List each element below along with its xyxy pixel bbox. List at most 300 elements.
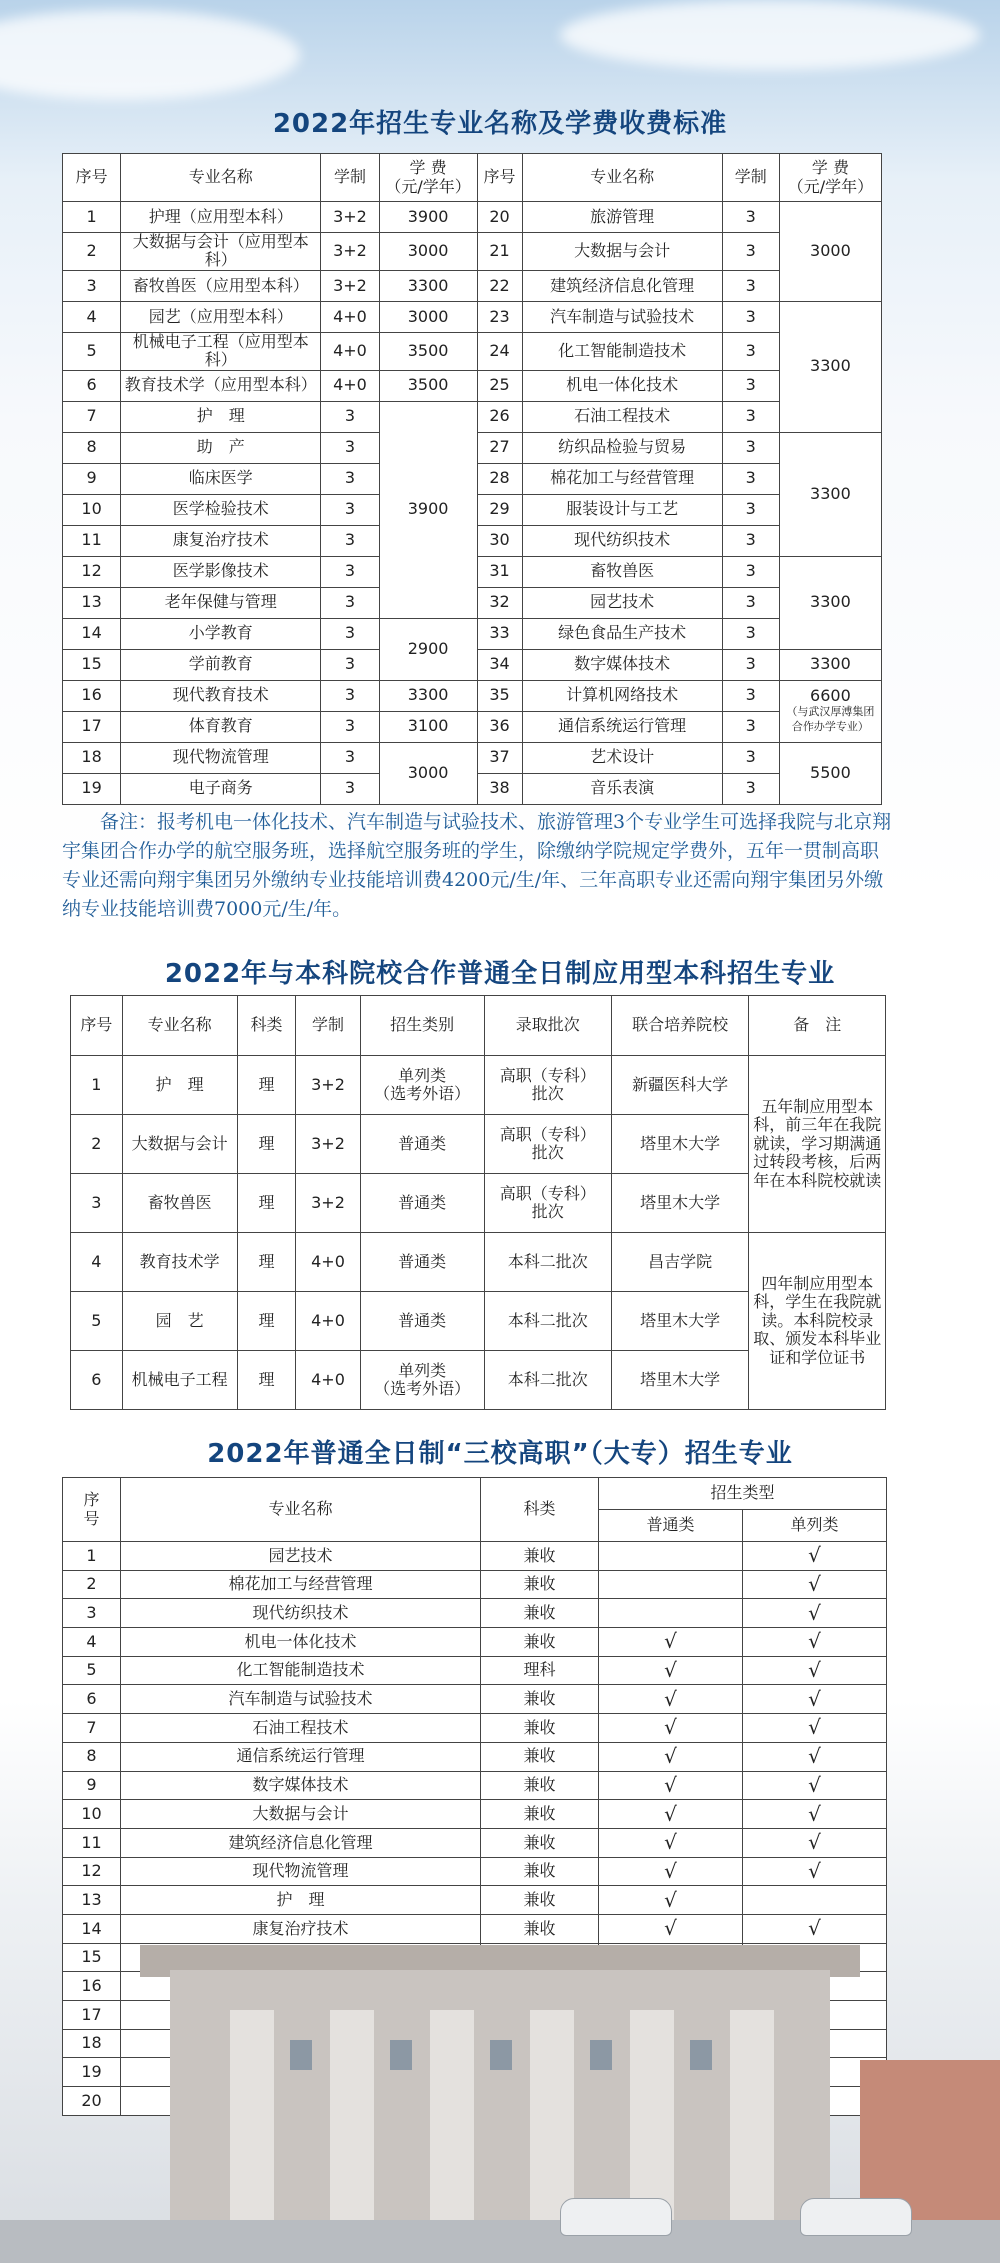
duration-cell: 3 <box>321 587 379 618</box>
seq-cell: 18 <box>63 742 121 773</box>
seq-cell: 16 <box>63 680 121 711</box>
table-row <box>63 618 882 649</box>
seq-cell: 24 <box>477 332 522 370</box>
duration-cell: 3+2 <box>296 1174 360 1233</box>
duration-cell: 3 <box>722 711 779 742</box>
single-check-mark: √ <box>743 1714 887 1743</box>
fee-cell: 3900 <box>379 401 477 618</box>
batch-cell: 高职（专科） 批次 <box>484 1174 611 1233</box>
major-cell: 通信系统运行管理 <box>522 711 722 742</box>
major-cell: 康复治疗技术 <box>121 1914 481 1943</box>
col-major: 专业名称 <box>121 1478 481 1542</box>
table-row <box>63 1570 887 1599</box>
col-category: 科类 <box>481 1478 599 1542</box>
major-cell: 石油工程技术 <box>522 401 722 432</box>
duration-cell: 3 <box>321 773 379 804</box>
col-enroll-type: 招生类型 <box>599 1478 887 1510</box>
duration-cell: 3+2 <box>296 1115 360 1174</box>
coop-col-header: 备 注 <box>749 996 886 1056</box>
duration-cell: 3 <box>321 680 379 711</box>
major-cell: 石油工程技术 <box>121 1714 481 1743</box>
duration-cell: 3 <box>722 432 779 463</box>
col-seq: 序号 <box>63 154 121 202</box>
category-cell: 兼收 <box>481 1914 599 1943</box>
duration-cell: 3 <box>722 401 779 432</box>
general-check-mark: √ <box>599 1886 743 1915</box>
fee-cell: 3300 <box>779 432 881 556</box>
seq-cell: 37 <box>477 742 522 773</box>
major-cell: 艺术设计 <box>522 742 722 773</box>
table-row <box>63 301 882 332</box>
duration-cell: 3 <box>722 525 779 556</box>
hv-table-title: 2022年普通全日制“三校高职”（大专）招生专业 <box>207 1439 793 1469</box>
single-check-mark: √ <box>743 1828 887 1857</box>
duration-cell: 3 <box>722 494 779 525</box>
seq-cell: 31 <box>477 556 522 587</box>
partner-school-cell: 塔里木大学 <box>611 1115 749 1174</box>
seq-cell: 27 <box>477 432 522 463</box>
table-row <box>63 1828 887 1857</box>
major-cell: 医学影像技术 <box>121 556 321 587</box>
major-cell: 现代纺织技术 <box>121 1599 481 1628</box>
seq-cell: 19 <box>63 2058 121 2087</box>
seq-cell: 36 <box>477 711 522 742</box>
major-cell: 老年保健与管理 <box>121 587 321 618</box>
major-cell: 助 产 <box>121 432 321 463</box>
seq-cell: 1 <box>63 1542 121 1571</box>
major-cell: 现代教育技术 <box>121 680 321 711</box>
major-cell: 机械电子工程（应用型本科） <box>121 332 321 370</box>
duration-cell: 3 <box>321 649 379 680</box>
general-check-mark: √ <box>599 1656 743 1685</box>
building-window <box>690 2040 712 2070</box>
seq-cell: 14 <box>63 618 121 649</box>
seq-cell: 20 <box>477 202 522 233</box>
table-row <box>63 1857 887 1886</box>
duration-cell: 4+0 <box>321 332 379 370</box>
major-cell: 通信系统运行管理 <box>121 1742 481 1771</box>
duration-cell: 4+0 <box>296 1292 360 1351</box>
coop-col-header: 学制 <box>296 996 360 1056</box>
category-cell: 理 <box>237 1292 296 1351</box>
category-cell: 兼收 <box>481 1685 599 1714</box>
seq-cell: 38 <box>477 773 522 804</box>
general-check-mark: √ <box>599 1800 743 1829</box>
fee-note: 备注：报考机电一体化技术、汽车制造与试验技术、旅游管理3个专业学生可选择我院与北京翔宇集团合作办学的航空服务班，选择航空服务班的学生，除缴纳学院规定学费外，五年一贯制高职专业还需向翔宇集团另外缴纳专业技能培训费4200元/生/年、三年高职专业还需向翔宇集团另外缴纳专业技能培训费7000元/生/年。 <box>62 811 892 920</box>
major-cell: 机电一体化技术 <box>121 1628 481 1657</box>
table-row <box>71 1056 886 1115</box>
major-cell: 大数据与会计（应用型本科） <box>121 233 321 271</box>
major-cell: 计算机网络技术 <box>522 680 722 711</box>
seq-cell: 13 <box>63 1886 121 1915</box>
major-cell: 数字媒体技术 <box>522 649 722 680</box>
category-cell: 兼收 <box>481 1857 599 1886</box>
table-row <box>63 1742 887 1771</box>
seq-cell: 26 <box>477 401 522 432</box>
seq-cell: 11 <box>63 1828 121 1857</box>
fee-cell: 3000 <box>779 202 881 302</box>
seq-cell: 4 <box>63 301 121 332</box>
category-cell: 兼收 <box>481 1771 599 1800</box>
major-cell: 园 艺 <box>122 1292 237 1351</box>
duration-cell: 3 <box>722 370 779 401</box>
remark-cell: 四年制应用型本科，学生在我院就读。本科院校录取、颁发本科毕业证和学位证书 <box>749 1233 886 1410</box>
major-cell: 汽车制造与试验技术 <box>121 1685 481 1714</box>
duration-cell: 3+2 <box>296 1056 360 1115</box>
col-seq: 序号 <box>477 154 522 202</box>
table-row <box>63 1542 887 1571</box>
single-check-mark: √ <box>743 1542 887 1571</box>
table-row <box>63 1886 887 1915</box>
seq-cell: 11 <box>63 525 121 556</box>
coop-col-header: 联合培养院校 <box>611 996 749 1056</box>
seq-cell: 30 <box>477 525 522 556</box>
major-cell: 学前教育 <box>121 649 321 680</box>
table-row <box>63 1656 887 1685</box>
enroll-type-cell: 普通类 <box>360 1174 484 1233</box>
col-major: 专业名称 <box>522 154 722 202</box>
seq-cell: 15 <box>63 649 121 680</box>
seq-cell: 1 <box>71 1056 123 1115</box>
general-check-mark: √ <box>599 1828 743 1857</box>
seq-cell: 25 <box>477 370 522 401</box>
seq-cell: 3 <box>71 1174 123 1233</box>
major-cell: 临床医学 <box>121 463 321 494</box>
category-cell: 兼收 <box>481 1714 599 1743</box>
major-cell: 护 理 <box>122 1056 237 1115</box>
fee-cell: 3300 <box>379 270 477 301</box>
seq-cell: 5 <box>71 1292 123 1351</box>
duration-cell: 3 <box>722 270 779 301</box>
duration-cell: 4+0 <box>321 301 379 332</box>
duration-cell: 3 <box>321 432 379 463</box>
major-cell: 护 理 <box>121 1886 481 1915</box>
seq-cell: 12 <box>63 1857 121 1886</box>
major-cell: 绿色食品生产技术 <box>522 618 722 649</box>
col-duration: 学制 <box>722 154 779 202</box>
seq-cell: 15 <box>63 1943 121 1972</box>
category-cell: 理 <box>237 1056 296 1115</box>
major-cell: 数字媒体技术 <box>121 1771 481 1800</box>
major-cell: 机电一体化技术 <box>522 370 722 401</box>
single-check-mark: √ <box>743 1656 887 1685</box>
duration-cell: 3 <box>722 202 779 233</box>
single-check-mark: √ <box>743 1570 887 1599</box>
seq-cell: 2 <box>63 1570 121 1599</box>
major-cell: 化工智能制造技术 <box>121 1656 481 1685</box>
major-cell: 化工智能制造技术 <box>522 332 722 370</box>
duration-cell: 3 <box>722 301 779 332</box>
category-cell: 兼收 <box>481 1886 599 1915</box>
seq-cell: 35 <box>477 680 522 711</box>
single-check-mark: √ <box>743 1800 887 1829</box>
major-cell: 园艺技术 <box>522 587 722 618</box>
table-row <box>63 711 882 742</box>
duration-cell: 3 <box>722 587 779 618</box>
category-cell: 兼收 <box>481 1599 599 1628</box>
duration-cell: 3 <box>722 773 779 804</box>
major-cell: 大数据与会计 <box>522 233 722 271</box>
duration-cell: 3 <box>722 233 779 271</box>
fee-cell: 5500 <box>779 742 881 804</box>
general-cell <box>599 1542 743 1571</box>
fee-cell: 3000 <box>379 301 477 332</box>
general-check-mark: √ <box>599 1742 743 1771</box>
fee-cell: 3000 <box>379 233 477 271</box>
duration-cell: 3 <box>321 618 379 649</box>
general-check-mark: √ <box>599 1914 743 1943</box>
major-cell: 小学教育 <box>121 618 321 649</box>
single-check-mark: √ <box>743 1857 887 1886</box>
single-check-mark: √ <box>743 1742 887 1771</box>
fee-cell: 3900 <box>379 202 477 233</box>
batch-cell: 本科二批次 <box>484 1233 611 1292</box>
major-cell: 现代物流管理 <box>121 1857 481 1886</box>
fee-cell: 3500 <box>379 370 477 401</box>
seq-cell: 12 <box>63 556 121 587</box>
seq-cell: 6 <box>63 370 121 401</box>
col-fee: 学 费 （元/学年） <box>379 154 477 202</box>
major-cell: 大数据与会计 <box>121 1800 481 1829</box>
general-check-mark: √ <box>599 1857 743 1886</box>
table-row <box>63 401 882 432</box>
duration-cell: 4+0 <box>321 370 379 401</box>
seq-cell: 19 <box>63 773 121 804</box>
table-row <box>63 1599 887 1628</box>
category-cell: 兼收 <box>481 1570 599 1599</box>
coop-col-header: 招生类别 <box>360 996 484 1056</box>
major-cell: 汽车制造与试验技术 <box>522 301 722 332</box>
seq-cell: 16 <box>63 1972 121 2001</box>
seq-cell: 9 <box>63 1771 121 1800</box>
major-cell: 园艺技术 <box>121 1542 481 1571</box>
building-window <box>490 2040 512 2070</box>
seq-cell: 10 <box>63 1800 121 1829</box>
fee-cell: 3300 <box>779 301 881 432</box>
partner-school-cell: 塔里木大学 <box>611 1351 749 1410</box>
col-major: 专业名称 <box>121 154 321 202</box>
seq-cell: 2 <box>71 1115 123 1174</box>
fee-cell <box>779 680 881 742</box>
major-cell: 畜牧兽医（应用型本科） <box>121 270 321 301</box>
coop-col-header: 专业名称 <box>122 996 237 1056</box>
coop-table-title: 2022年与本科院校合作普通全日制应用型本科招生专业 <box>164 959 836 989</box>
table-row <box>63 1685 887 1714</box>
fee-partner-note: （与武汉厚溥集团合作办学专业） <box>786 705 875 734</box>
single-check-mark: √ <box>743 1628 887 1657</box>
major-cell: 旅游管理 <box>522 202 722 233</box>
duration-cell: 3 <box>321 556 379 587</box>
seq-cell: 18 <box>63 2029 121 2058</box>
major-cell: 园艺（应用型本科） <box>121 301 321 332</box>
table-row <box>63 332 882 370</box>
table-row <box>63 270 882 301</box>
major-cell: 服装设计与工艺 <box>522 494 722 525</box>
major-cell: 棉花加工与经营管理 <box>121 1570 481 1599</box>
category-cell: 兼收 <box>481 1800 599 1829</box>
coop-col-header: 序号 <box>71 996 123 1056</box>
major-cell: 大数据与会计 <box>122 1115 237 1174</box>
fee-cell: 3500 <box>379 332 477 370</box>
seq-cell: 5 <box>63 332 121 370</box>
partner-school-cell: 塔里木大学 <box>611 1174 749 1233</box>
general-check-mark: √ <box>599 1771 743 1800</box>
coop-col-header: 录取批次 <box>484 996 611 1056</box>
fee-table-title: 2022年招生专业名称及学费收费标准 <box>272 109 728 139</box>
remark-cell: 五年制应用型本科，前三年在我院就读，学习期满通过转段考核，后两年在本科院校就读 <box>749 1056 886 1233</box>
seq-cell: 6 <box>71 1351 123 1410</box>
seq-cell: 21 <box>477 233 522 271</box>
enroll-type-cell: 单列类 （选考外语） <box>360 1351 484 1410</box>
car <box>800 2198 912 2236</box>
cloud-decoration <box>0 10 300 100</box>
seq-cell: 13 <box>63 587 121 618</box>
partner-school-cell: 新疆医科大学 <box>611 1056 749 1115</box>
seq-cell: 29 <box>477 494 522 525</box>
seq-cell: 5 <box>63 1656 121 1685</box>
col-duration: 学制 <box>321 154 379 202</box>
seq-cell: 7 <box>63 1714 121 1743</box>
major-cell: 棉花加工与经营管理 <box>522 463 722 494</box>
duration-cell: 3 <box>321 711 379 742</box>
seq-cell: 9 <box>63 463 121 494</box>
col-general: 普通类 <box>599 1510 743 1542</box>
major-cell: 体育教育 <box>121 711 321 742</box>
general-check-mark: √ <box>599 1714 743 1743</box>
category-cell: 理科 <box>481 1656 599 1685</box>
fee-value: 6600 <box>810 686 851 706</box>
batch-cell: 本科二批次 <box>484 1351 611 1410</box>
major-cell: 康复治疗技术 <box>121 525 321 556</box>
table-row <box>71 1233 886 1292</box>
duration-cell: 4+0 <box>296 1351 360 1410</box>
fee-table <box>62 153 882 805</box>
enroll-type-cell: 单列类 （选考外语） <box>360 1056 484 1115</box>
seq-cell: 10 <box>63 494 121 525</box>
duration-cell: 3+2 <box>321 270 379 301</box>
table-row <box>63 1628 887 1657</box>
seq-cell: 8 <box>63 1742 121 1771</box>
major-cell: 护理（应用型本科） <box>121 202 321 233</box>
category-cell: 兼收 <box>481 1828 599 1857</box>
table-row <box>63 1800 887 1829</box>
duration-cell: 3 <box>321 742 379 773</box>
major-cell: 电子商务 <box>121 773 321 804</box>
duration-cell: 3 <box>722 332 779 370</box>
duration-cell: 3+2 <box>321 233 379 271</box>
duration-cell: 3 <box>722 649 779 680</box>
seq-cell: 33 <box>477 618 522 649</box>
duration-cell: 3 <box>321 463 379 494</box>
general-cell <box>599 1570 743 1599</box>
coop-col-header: 科类 <box>237 996 296 1056</box>
category-cell: 兼收 <box>481 1742 599 1771</box>
seq-cell: 22 <box>477 270 522 301</box>
building-window <box>290 2040 312 2070</box>
fee-cell: 3300 <box>779 556 881 649</box>
col-fee: 学 费 （元/学年） <box>779 154 881 202</box>
col-single: 单列类 <box>743 1510 887 1542</box>
category-cell: 兼收 <box>481 1542 599 1571</box>
table-row <box>63 1714 887 1743</box>
seq-cell: 8 <box>63 432 121 463</box>
major-cell: 机械电子工程 <box>122 1351 237 1410</box>
seq-cell: 23 <box>477 301 522 332</box>
fee-cell: 3300 <box>379 680 477 711</box>
seq-cell: 32 <box>477 587 522 618</box>
single-check-mark: √ <box>743 1685 887 1714</box>
major-cell: 音乐表演 <box>522 773 722 804</box>
batch-cell: 本科二批次 <box>484 1292 611 1351</box>
campus-building-image <box>0 1930 1000 2263</box>
major-cell: 医学检验技术 <box>121 494 321 525</box>
enroll-type-cell: 普通类 <box>360 1292 484 1351</box>
general-cell <box>599 1599 743 1628</box>
duration-cell: 3 <box>321 401 379 432</box>
seq-cell: 14 <box>63 1914 121 1943</box>
category-cell: 理 <box>237 1115 296 1174</box>
seq-cell: 20 <box>63 2087 121 2116</box>
coop-table <box>70 995 886 1410</box>
seq-cell: 4 <box>71 1233 123 1292</box>
seq-cell: 1 <box>63 202 121 233</box>
single-cell <box>743 1886 887 1915</box>
table-row <box>63 233 882 271</box>
table-row <box>63 370 882 401</box>
duration-cell: 4+0 <box>296 1233 360 1292</box>
duration-cell: 3 <box>722 463 779 494</box>
general-check-mark: √ <box>599 1628 743 1657</box>
category-cell: 理 <box>237 1233 296 1292</box>
seq-cell: 2 <box>63 233 121 271</box>
major-cell: 纺织品检验与贸易 <box>522 432 722 463</box>
building-window <box>590 2040 612 2070</box>
table-row <box>63 680 882 711</box>
duration-cell: 3+2 <box>321 202 379 233</box>
seq-cell: 17 <box>63 711 121 742</box>
major-cell: 现代纺织技术 <box>522 525 722 556</box>
seq-cell: 3 <box>63 1599 121 1628</box>
seq-cell: 4 <box>63 1628 121 1657</box>
seq-cell: 7 <box>63 401 121 432</box>
general-check-mark: √ <box>599 1685 743 1714</box>
duration-cell: 3 <box>722 618 779 649</box>
duration-cell: 3 <box>722 680 779 711</box>
seq-cell: 34 <box>477 649 522 680</box>
fee-cell: 3300 <box>779 649 881 680</box>
category-cell: 理 <box>237 1351 296 1410</box>
batch-cell: 高职（专科） 批次 <box>484 1056 611 1115</box>
major-cell: 教育技术学 <box>122 1233 237 1292</box>
major-cell: 建筑经济信息化管理 <box>522 270 722 301</box>
col-seq: 序 号 <box>63 1478 121 1542</box>
duration-cell: 3 <box>321 525 379 556</box>
table-row <box>63 742 882 773</box>
table-row <box>63 1771 887 1800</box>
seq-cell: 6 <box>63 1685 121 1714</box>
cloud-decoration <box>560 0 980 70</box>
seq-cell: 3 <box>63 270 121 301</box>
fee-cell: 2900 <box>379 618 477 680</box>
category-cell: 理 <box>237 1174 296 1233</box>
seq-cell: 17 <box>63 2001 121 2030</box>
single-check-mark: √ <box>743 1599 887 1628</box>
major-cell: 畜牧兽医 <box>522 556 722 587</box>
category-cell: 兼收 <box>481 1628 599 1657</box>
duration-cell: 3 <box>722 742 779 773</box>
building-window <box>390 2040 412 2070</box>
enroll-type-cell: 普通类 <box>360 1233 484 1292</box>
